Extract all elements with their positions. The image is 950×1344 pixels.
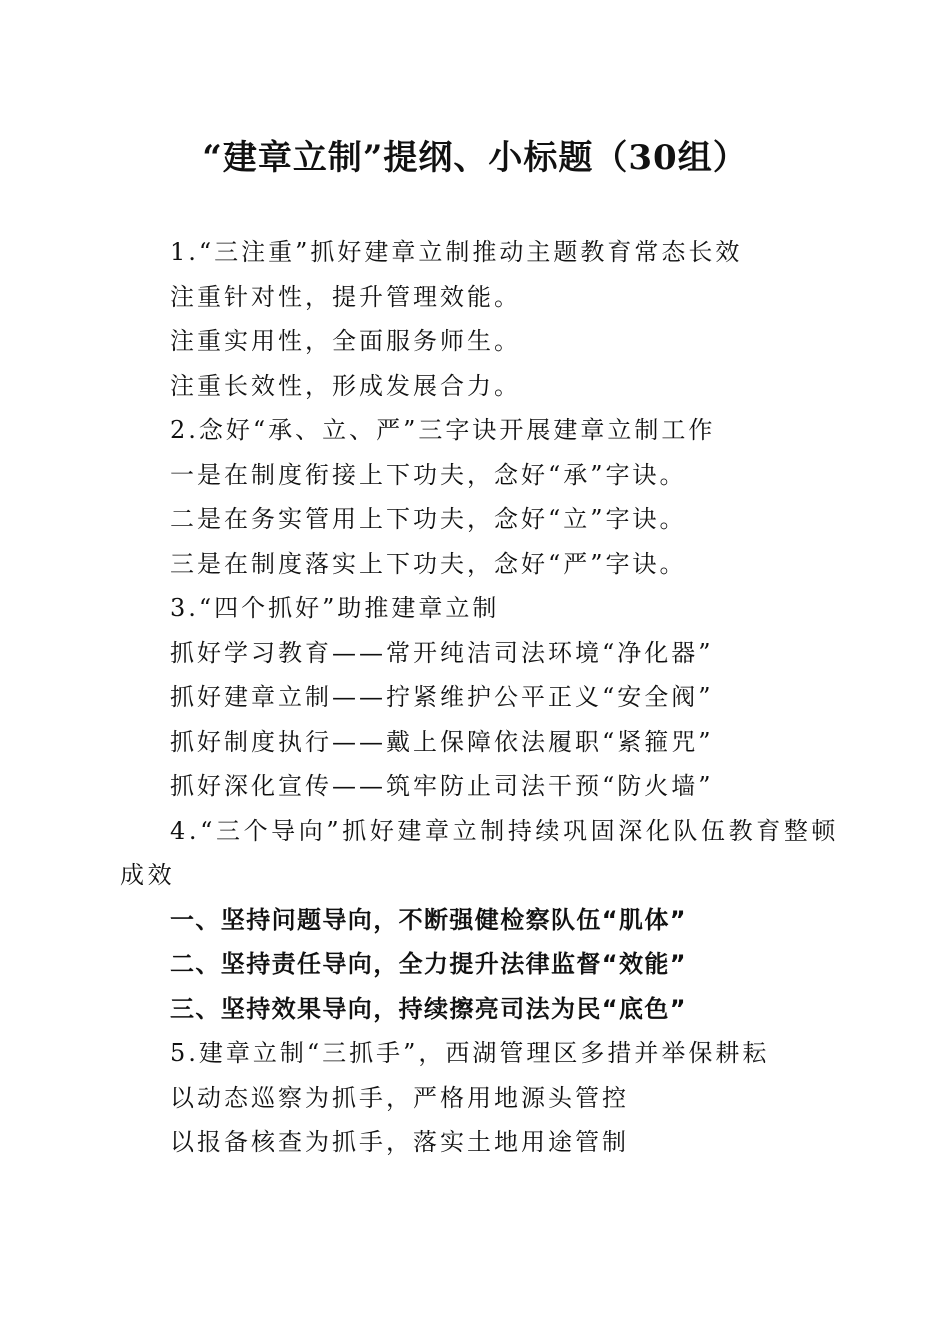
- subheading-5-1: 以动态巡察为抓手，严格用地源头管控: [170, 1083, 629, 1112]
- subheading-5-2: 以报备核查为抓手，落实土地用途管制: [170, 1128, 629, 1156]
- subheading-2-3: 三是在制度落实上下功夫，念好“严”字诀。: [170, 549, 687, 578]
- section-heading-2: 2.念好“承、立、严”三字诀开展建章立制工作: [170, 416, 716, 444]
- document-title: “建章立制”提纲、小标题（30组）: [202, 138, 748, 178]
- document-body: [120, 230, 840, 1165]
- subheading-2-1: 一是在制度衔接上下功夫，念好“承”字诀。: [170, 460, 687, 489]
- subheading-3-1: 抓好学习教育——常开纯洁司法环境“净化器”: [170, 638, 714, 667]
- subheading-2-2: 二是在务实管用上下功夫，念好“立”字诀。: [170, 505, 687, 533]
- subheading-4-3: 三、坚持效果导向，持续擦亮司法为民“底色”: [170, 994, 687, 1023]
- section-heading-3: 3.“四个抓好”助推建章立制: [170, 594, 500, 622]
- subheading-4-2: 二、坚持责任导向，全力提升法律监督“效能”: [170, 950, 687, 978]
- subheading-4-1: 一、坚持问题导向，不断强健检察队伍“肌体”: [170, 905, 687, 934]
- section-heading-1: 1.“三注重”抓好建章立制推动主题教育常态长效: [170, 238, 743, 266]
- section-heading-5: 5.建章立制“三抓手”，西湖管理区多措并举保耕耘: [170, 1039, 770, 1067]
- subheading-3-3: 抓好制度执行——戴上保障依法履职“紧箍咒”: [170, 727, 714, 756]
- subheading-3-4: 抓好深化宣传——筑牢防止司法干预“防火墙”: [170, 772, 714, 800]
- subheading-1-3: 注重长效性，形成发展合力。: [170, 371, 521, 400]
- subheading-1-2: 注重实用性，全面服务师生。: [170, 327, 521, 355]
- subheading-3-2: 抓好建章立制——拧紧维护公平正义“安全阀”: [170, 683, 714, 711]
- section-heading-4: 4.“三个导向”抓好建章立制持续巩固深化队伍教育整顿成效: [120, 816, 840, 889]
- subheading-1-1: 注重针对性，提升管理效能。: [170, 282, 521, 311]
